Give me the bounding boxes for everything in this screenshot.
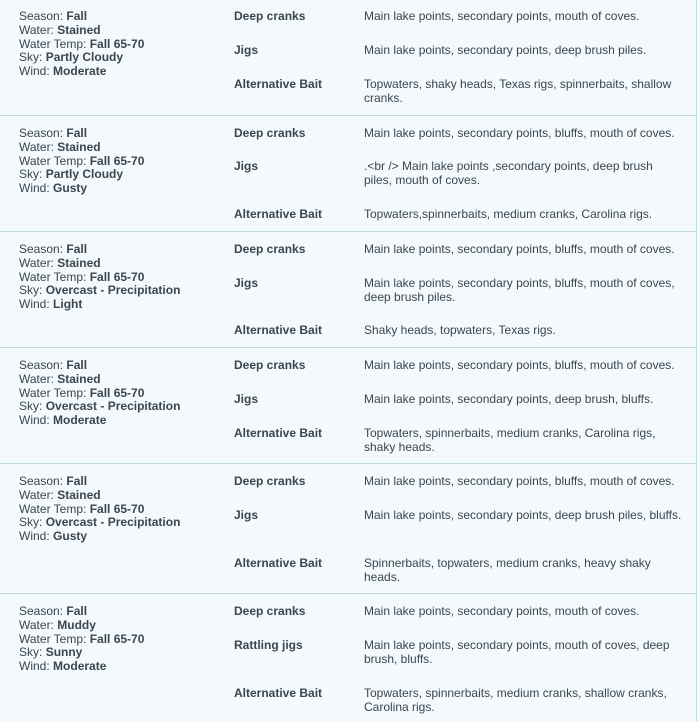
conditions-cell bbox=[19, 605, 219, 674]
conditions-cell bbox=[19, 127, 219, 196]
season-line: Season: Fall bbox=[19, 126, 88, 140]
water-temp-line: Water Temp: Fall 65-70 bbox=[19, 153, 145, 168]
water-value: Stained bbox=[57, 139, 101, 154]
bait-name: Jigs bbox=[234, 43, 259, 57]
sky-line: Sky: Overcast - Precipitation bbox=[19, 399, 181, 414]
bait-locations: Main lake points, secondary points, bluffs, mouth of coves, deep brush piles. bbox=[364, 276, 675, 304]
bait-locations: Topwaters, shaky heads, Texas rigs, spinnerbaits, shallow cranks. bbox=[364, 77, 672, 105]
season-line: Season: Fall bbox=[19, 242, 88, 256]
bait-locations: Main lake points, secondary points, mouth of coves, deep brush, bluffs. bbox=[364, 638, 670, 666]
season-value: Fall bbox=[66, 358, 88, 372]
wind-line: Wind: Moderate bbox=[19, 413, 107, 428]
bait-name: Deep cranks bbox=[234, 604, 306, 618]
bait-locations: Topwaters, spinnerbaits, medium cranks, Carolina rigs, shaky heads. bbox=[364, 426, 656, 454]
sky-line: Sky: Overcast - Precipitation bbox=[19, 515, 181, 530]
bait-name: Jigs bbox=[234, 508, 259, 522]
water-temp-line: Water Temp: Fall 65-70 bbox=[19, 631, 145, 646]
water-value: Stained bbox=[57, 371, 101, 386]
sky-value: Overcast - Precipitation bbox=[45, 515, 181, 530]
table-row bbox=[0, 116, 697, 232]
bait-locations: Topwaters, spinnerbaits, medium cranks, shallow cranks, Carolina rigs. bbox=[364, 686, 667, 714]
bait-locations: Main lake points, secondary points, deep brush piles. bbox=[364, 43, 647, 57]
season-line: Season: Fall bbox=[19, 358, 88, 372]
bait-name: Deep cranks bbox=[234, 358, 306, 372]
bait-locations: Main lake points, secondary points, bluffs, mouth of coves. bbox=[364, 474, 675, 488]
wind-line: Wind: Light bbox=[19, 297, 83, 312]
water-line: Water: Stained bbox=[19, 371, 101, 386]
bait-name: Deep cranks bbox=[234, 242, 306, 256]
season-line: Season: Fall bbox=[19, 9, 88, 23]
wind-value: Gusty bbox=[53, 181, 88, 196]
sky-line: Sky: Sunny bbox=[19, 645, 83, 660]
bait-locations: Main lake points, secondary points, bluffs, mouth of coves. bbox=[364, 358, 675, 372]
water-temp-line: Water Temp: Fall 65-70 bbox=[19, 36, 145, 51]
wind-line: Wind: Moderate bbox=[19, 64, 107, 79]
bait-locations: Main lake points, secondary points, bluffs, mouth of coves. bbox=[364, 126, 675, 140]
water-value: Stained bbox=[57, 22, 101, 37]
season-value: Fall bbox=[66, 242, 88, 256]
bait-name: Deep cranks bbox=[234, 9, 306, 23]
water-temp-value: Fall 65-70 bbox=[89, 631, 145, 646]
water-temp-value: Fall 65-70 bbox=[89, 36, 145, 51]
water-temp-value: Fall 65-70 bbox=[89, 153, 145, 168]
bait-locations: Shaky heads, topwaters, Texas rigs. bbox=[364, 323, 556, 337]
conditions-cell bbox=[19, 10, 219, 79]
water-temp-line: Water Temp: Fall 65-70 bbox=[19, 385, 145, 400]
bait-name: Deep cranks bbox=[234, 474, 306, 488]
water-line: Water: Stained bbox=[19, 487, 101, 502]
bait-locations: Main lake points, secondary points, deep brush, bluffs. bbox=[364, 392, 654, 406]
wind-value: Moderate bbox=[53, 659, 107, 674]
wind-line: Wind: Gusty bbox=[19, 181, 88, 196]
season-value: Fall bbox=[66, 126, 88, 140]
wind-line: Wind: Moderate bbox=[19, 659, 107, 674]
wind-value: Moderate bbox=[53, 64, 107, 79]
sky-value: Sunny bbox=[45, 645, 83, 660]
bait-name: Alternative Bait bbox=[234, 686, 323, 700]
bait-name: Alternative Bait bbox=[234, 426, 323, 440]
bait-name: Alternative Bait bbox=[234, 77, 323, 91]
water-value: Stained bbox=[57, 487, 101, 502]
bait-name: Deep cranks bbox=[234, 126, 306, 140]
bait-locations: Main lake points, secondary points, bluffs, mouth of coves. bbox=[364, 242, 675, 256]
season-value: Fall bbox=[66, 604, 88, 618]
bait-locations: Main lake points, secondary points, deep brush piles, bluffs. bbox=[364, 508, 682, 522]
sky-value: Overcast - Precipitation bbox=[45, 399, 181, 414]
water-temp-value: Fall 65-70 bbox=[89, 385, 145, 400]
bait-locations: .<br /> Main lake points ,secondary points, deep brush piles, mouth of coves. bbox=[364, 159, 653, 187]
season-value: Fall bbox=[66, 9, 88, 23]
bait-name: Alternative Bait bbox=[234, 207, 323, 221]
bait-name: Rattling jigs bbox=[234, 638, 303, 652]
water-line: Water: Stained bbox=[19, 22, 101, 37]
sky-value: Overcast - Precipitation bbox=[45, 283, 181, 298]
water-value: Muddy bbox=[57, 617, 96, 632]
water-temp-value: Fall 65-70 bbox=[89, 501, 145, 516]
sky-value: Partly Cloudy bbox=[45, 50, 124, 65]
bait-name: Alternative Bait bbox=[234, 323, 323, 337]
bait-locations: Spinnerbaits, topwaters, medium cranks, heavy shaky heads. bbox=[364, 556, 651, 584]
season-line: Season: Fall bbox=[19, 474, 88, 488]
water-temp-line: Water Temp: Fall 65-70 bbox=[19, 501, 145, 516]
bait-locations: Topwaters,spinnerbaits, medium cranks, Carolina rigs. bbox=[364, 207, 653, 221]
sky-value: Partly Cloudy bbox=[45, 167, 124, 182]
table-row bbox=[0, 232, 697, 348]
conditions-cell bbox=[19, 359, 219, 428]
bait-name: Alternative Bait bbox=[234, 556, 323, 570]
season-line: Season: Fall bbox=[19, 604, 88, 618]
conditions-cell bbox=[19, 243, 219, 312]
water-temp-line: Water Temp: Fall 65-70 bbox=[19, 269, 145, 284]
table-row bbox=[0, 0, 697, 116]
water-line: Water: Stained bbox=[19, 255, 101, 270]
sky-line: Sky: Partly Cloudy bbox=[19, 167, 124, 182]
water-temp-value: Fall 65-70 bbox=[89, 269, 145, 284]
sky-line: Sky: Overcast - Precipitation bbox=[19, 283, 181, 298]
bait-name: Jigs bbox=[234, 392, 259, 406]
water-line: Water: Muddy bbox=[19, 617, 96, 632]
sky-line: Sky: Partly Cloudy bbox=[19, 50, 124, 65]
table-row bbox=[0, 464, 697, 594]
conditions-cell bbox=[19, 475, 219, 544]
bait-name: Jigs bbox=[234, 276, 259, 290]
season-value: Fall bbox=[66, 474, 88, 488]
wind-value: Gusty bbox=[53, 529, 88, 544]
wind-value: Moderate bbox=[53, 413, 107, 428]
water-line: Water: Stained bbox=[19, 139, 101, 154]
wind-value: Light bbox=[53, 297, 83, 312]
table-row bbox=[0, 594, 697, 721]
water-value: Stained bbox=[57, 255, 101, 270]
bait-locations: Main lake points, secondary points, mouth of coves. bbox=[364, 9, 640, 23]
table-row bbox=[0, 348, 697, 464]
bait-locations: Main lake points, secondary points, mouth of coves. bbox=[364, 604, 640, 618]
bait-name: Jigs bbox=[234, 159, 259, 173]
wind-line: Wind: Gusty bbox=[19, 529, 88, 544]
